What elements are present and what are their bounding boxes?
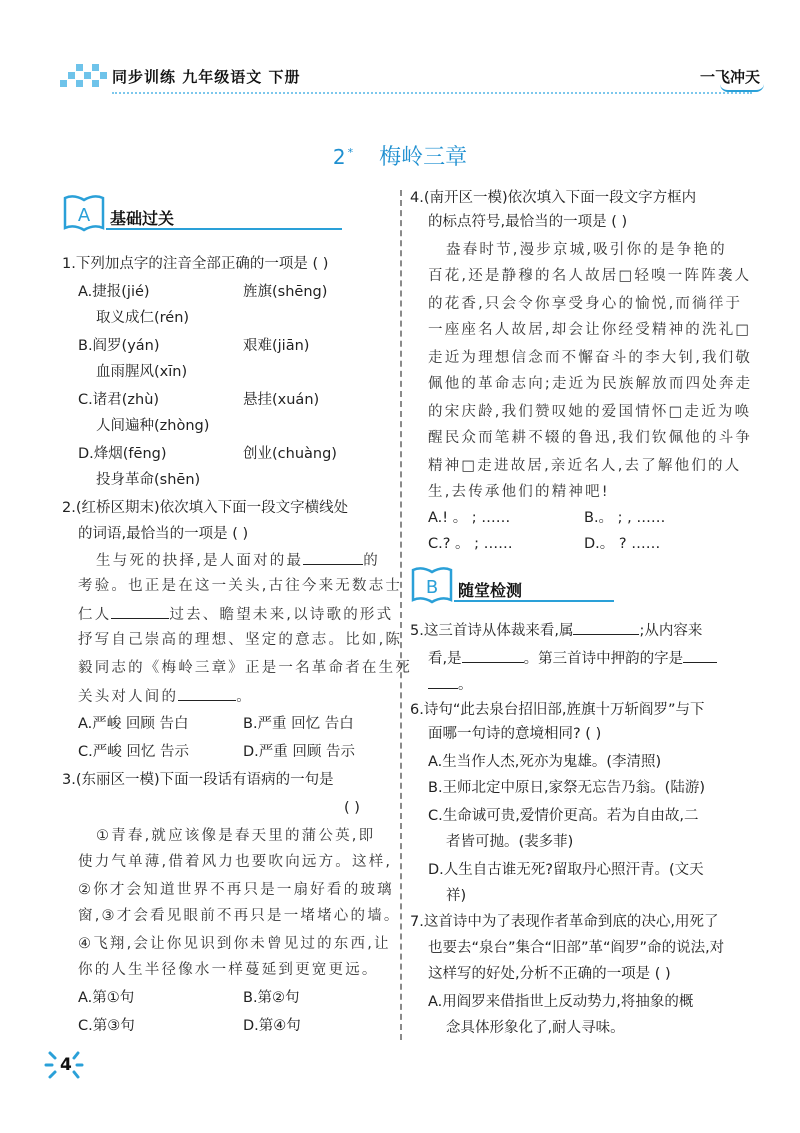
lesson-name: 梅岭三章 bbox=[379, 145, 468, 170]
q1-option-c1: C.诸君(zhù) bbox=[78, 392, 160, 408]
header-brand: 一飞冲天 bbox=[699, 68, 760, 86]
q5-line-3: 。 bbox=[428, 674, 473, 695]
q3-option-c: C.第③句 bbox=[78, 1018, 135, 1034]
section-b-underline bbox=[454, 600, 614, 602]
q6-stem-2: 面哪一句诗的意境相同? ( ) bbox=[428, 726, 602, 742]
q2-option-b: B.严重 回忆 告白 bbox=[243, 716, 354, 732]
q6-option-d-1: D.人生自古谁无死?留取丹心照汗青。(文天 bbox=[428, 862, 704, 878]
q1-option-a2: 旌旗(shēng) bbox=[243, 284, 328, 300]
q2-option-c: C.严峻 回忆 告示 bbox=[78, 744, 189, 760]
fill-blank bbox=[303, 550, 363, 565]
q6-option-c-1: C.生命诚可贵,爱情价更高。若为自由故,二 bbox=[428, 808, 699, 824]
q4-passage-5: 走近为理想信念而不懈奋斗的李大钊,我们敬 bbox=[428, 350, 753, 366]
q2-passage-6: 关头对人间的 。 bbox=[78, 686, 253, 707]
q3-passage-2: 使力气单薄,借着风力也要吹向远方。这样, bbox=[78, 854, 393, 870]
q2-passage-1: 生与死的抉择,是人面对的最 的 bbox=[96, 550, 380, 571]
q1-option-c2: 悬挂(xuán) bbox=[243, 392, 320, 408]
q3-option-b: B.第②句 bbox=[243, 990, 300, 1006]
q1-option-d2: 创业(chuàng) bbox=[243, 446, 337, 462]
q1-option-c3: 人间遍种(zhòng) bbox=[96, 418, 210, 434]
q1-option-b2: 艰难(jiān) bbox=[243, 338, 310, 354]
q4-stem-1: 4.(南开区一模)依次填入下面一段文字方框内 bbox=[410, 190, 697, 206]
q2-passage-4: 抒写自己崇高的理想、坚定的意志。比如,陈 bbox=[78, 632, 403, 648]
q7-option-a-2: 念具体形象化了,耐人寻味。 bbox=[446, 1020, 625, 1036]
q3-stem: 3.(东丽区一模)下面一段话有语病的一句是 bbox=[62, 772, 334, 788]
q2-option-a: A.严峻 回顾 告白 bbox=[78, 716, 189, 732]
book-b-icon bbox=[410, 564, 454, 604]
fill-blank bbox=[428, 674, 458, 689]
book-a-icon bbox=[62, 192, 106, 232]
q1-option-a3: 取义成仁(rén) bbox=[96, 310, 190, 326]
q4-passage-4: 一座座名人故居,却会让你经受精神的洗礼□ bbox=[428, 322, 752, 338]
header-title: 同步训练 九年级语文 下册 bbox=[112, 68, 301, 86]
q3-passage-5: ④飞翔,会让你见识到你未曾见过的东西,让 bbox=[78, 936, 391, 952]
brand-swoosh-icon bbox=[720, 84, 764, 92]
q1-stem: 1.下列加点字的注音全部正确的一项是 ( ) bbox=[62, 256, 329, 272]
page-number: 4 bbox=[44, 1045, 88, 1085]
q6-option-a: A.生当作人杰,死亦为鬼雄。(李清照) bbox=[428, 754, 662, 770]
q4-passage-10: 生,去传承他们的精神吧! bbox=[428, 484, 610, 500]
q6-option-c-2: 者皆可抛。(裴多菲) bbox=[446, 834, 574, 850]
q4-stem-2: 的标点符号,最恰当的一项是 ( ) bbox=[428, 214, 628, 230]
q3-option-d: D.第④句 bbox=[243, 1018, 301, 1034]
q5-line-2: 看,是 。第三首诗中押韵的字是 bbox=[428, 648, 717, 669]
q1-option-d1: D.烽烟(fēng) bbox=[78, 446, 167, 462]
q7-stem-1: 7.这首诗中为了表现作者革命到底的决心,用死了 bbox=[410, 914, 719, 930]
fill-blank bbox=[178, 686, 236, 701]
q3-answer-paren: ( ) bbox=[344, 800, 360, 816]
header-divider bbox=[112, 92, 752, 94]
section-b-title: 随堂检测 bbox=[458, 581, 523, 600]
q4-passage-7: 的宋庆龄,我们赞叹她的爱国情怀□走近为唤 bbox=[428, 404, 752, 420]
section-b-heading bbox=[410, 564, 620, 604]
q1-option-b1: B.阎罗(yán) bbox=[78, 338, 160, 354]
section-a-underline bbox=[106, 228, 342, 230]
fill-blank bbox=[683, 648, 717, 663]
q3-passage-6: 你的人生半径像水一样蔓延到更宽更远。 bbox=[78, 962, 379, 978]
q1-option-b3: 血雨腥风(xīn) bbox=[96, 364, 188, 380]
q4-option-d: D.。 ? …… bbox=[584, 536, 661, 552]
q4-passage-2: 百花,还是静穆的名人故居□轻嗅一阵阵袭人 bbox=[428, 268, 752, 284]
section-a-title: 基础过关 bbox=[110, 209, 175, 228]
q5-line-1: 5.这三首诗从体裁来看,属 ;从内容来 bbox=[410, 620, 702, 641]
q4-passage-1: 盎春时节,漫步京城,吸引你的是争艳的 bbox=[446, 242, 727, 258]
fill-blank bbox=[462, 648, 524, 663]
q4-option-a: A.! 。 ; …… bbox=[428, 510, 511, 526]
q7-stem-2: 也要去“泉台”集合“旧部”革“阎罗”命的说法,对 bbox=[428, 940, 725, 956]
q2-passage-3: 仁人 过去、瞻望未来,以诗歌的形式 bbox=[78, 604, 393, 625]
q4-passage-3: 的花香,只会令你享受身心的愉悦,而徜徉于 bbox=[428, 296, 743, 312]
q3-passage-1: ①青春,就应该像是春天里的蒲公英,即 bbox=[96, 828, 376, 844]
q2-passage-2: 考验。也正是在这一关头,古往今来无数志士 bbox=[78, 578, 403, 594]
q7-option-a-1: A.用阎罗来借指世上反动势力,将抽象的概 bbox=[428, 994, 694, 1010]
q6-option-d-2: 祥) bbox=[446, 888, 467, 904]
q1-option-d3: 投身革命(shēn) bbox=[96, 472, 201, 488]
q6-stem-1: 6.诗句“此去泉台招旧部,旌旗十万斩阎罗”与下 bbox=[410, 702, 705, 718]
q4-option-b: B.。 ; , …… bbox=[584, 510, 666, 526]
header-decoration bbox=[60, 62, 108, 92]
lesson-number: 2 * bbox=[332, 145, 354, 169]
q4-passage-9: 精神□走进故居,亲近名人,去了解他们的人 bbox=[428, 458, 742, 474]
lesson-title bbox=[0, 140, 800, 171]
fill-blank bbox=[573, 620, 639, 635]
q6-option-b: B.王师北定中原日,家祭无忘告乃翁。(陆游) bbox=[428, 780, 705, 796]
svg-text:A: A bbox=[77, 205, 91, 226]
svg-text:B: B bbox=[425, 577, 439, 598]
q2-passage-5: 毅同志的《梅岭三章》正是一名革命者在生死 bbox=[78, 660, 412, 676]
q3-passage-3: ②你才会知道世界不再只是一扇好看的玻璃 bbox=[78, 882, 394, 898]
section-a-heading bbox=[62, 192, 342, 232]
q2-stem-1: 2.(红桥区期末)依次填入下面一段文字横线处 bbox=[62, 500, 349, 516]
q7-stem-3: 这样写的好处,分析不正确的一项是 ( ) bbox=[428, 966, 671, 982]
q2-stem-2: 的词语,最恰当的一项是 ( ) bbox=[78, 526, 249, 542]
q3-passage-4: 窗,③才会看见眼前不再只是一堵堵心的墙。 bbox=[78, 908, 401, 924]
fill-blank bbox=[111, 604, 169, 619]
q4-option-c: C.? 。 ; …… bbox=[428, 536, 513, 552]
q3-option-a: A.第①句 bbox=[78, 990, 135, 1006]
q2-option-d: D.严重 回顾 告示 bbox=[243, 744, 355, 760]
q1-option-a1: A.捷报(jié) bbox=[78, 284, 150, 300]
q4-passage-8: 醒民众而笔耕不辍的鲁迅,我们钦佩他的斗争 bbox=[428, 430, 753, 446]
q4-passage-6: 佩他的革命志向;走近为民族解放而四处奔走 bbox=[428, 376, 753, 392]
